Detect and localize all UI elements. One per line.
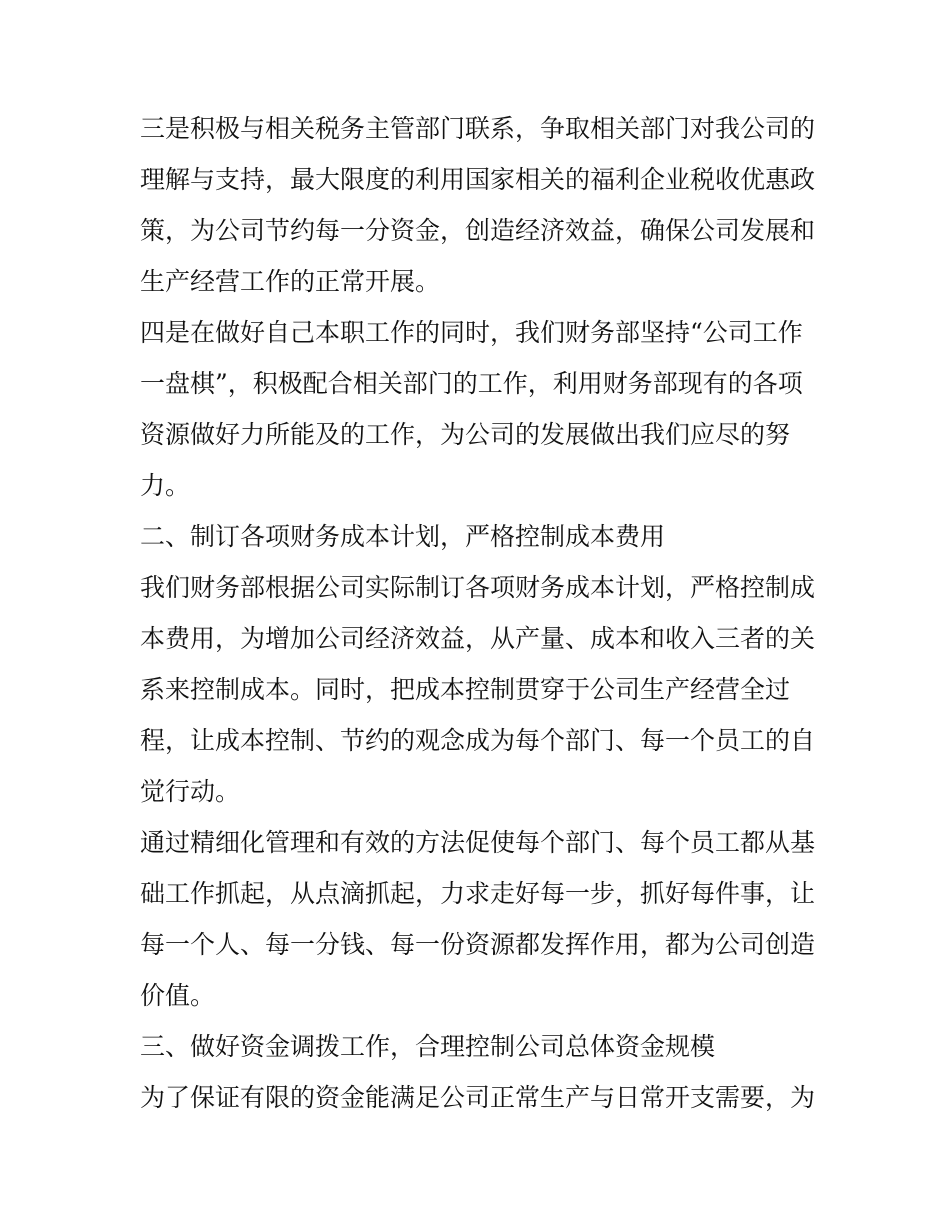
text-line: 策，为公司节约每一分资金，创造经济效益，确保公司发展和 xyxy=(140,216,816,245)
text-line: 三是积极与相关税务主管部门联系，争取相关部门对我公司的 xyxy=(140,114,816,143)
text-line: 为了保证有限的资金能满足公司正常生产与日常开支需要，为 xyxy=(140,1083,816,1112)
text-line: 我们财务部根据公司实际制订各项财务成本计划，严格控制成 xyxy=(140,573,816,602)
text-line: 资源做好力所能及的工作，为公司的发展做出我们应尽的努 xyxy=(140,420,791,449)
text-line: 每一个人、每一分钱、每一份资源都发挥作用，都为公司创造 xyxy=(140,930,816,959)
text-line: 通过精细化管理和有效的方法促使每个部门、每个员工都从基 xyxy=(140,828,816,857)
text-line: 觉行动。 xyxy=(140,777,241,806)
text-line: 生产经营工作的正常开展。 xyxy=(140,267,441,296)
text-line: 四是在做好自己本职工作的同时，我们财务部坚持“公司工作 xyxy=(140,318,803,347)
text-line: 价值。 xyxy=(140,981,216,1010)
section-heading: 二、制订各项财务成本计划，严格控制成本费用 xyxy=(140,522,666,551)
section-heading: 三、做好资金调拨工作，合理控制公司总体资金规模 xyxy=(140,1032,716,1061)
text-line: 力。 xyxy=(140,471,191,500)
text-line: 本费用，为增加公司经济效益，从产量、成本和收入三者的关 xyxy=(140,624,816,653)
text-line: 础工作抓起，从点滴抓起，力求走好每一步，抓好每件事，让 xyxy=(140,879,816,908)
text-line: 系来控制成本。同时，把成本控制贯穿于公司生产经营全过 xyxy=(140,675,791,704)
text-line: 一盘棋”，积极配合相关部门的工作，利用财务部现有的各项 xyxy=(140,369,803,398)
text-line: 理解与支持，最大限度的利用国家相关的福利企业税收优惠政 xyxy=(140,165,816,194)
text-line: 程，让成本控制、节约的观念成为每个部门、每一个员工的自 xyxy=(140,726,816,755)
